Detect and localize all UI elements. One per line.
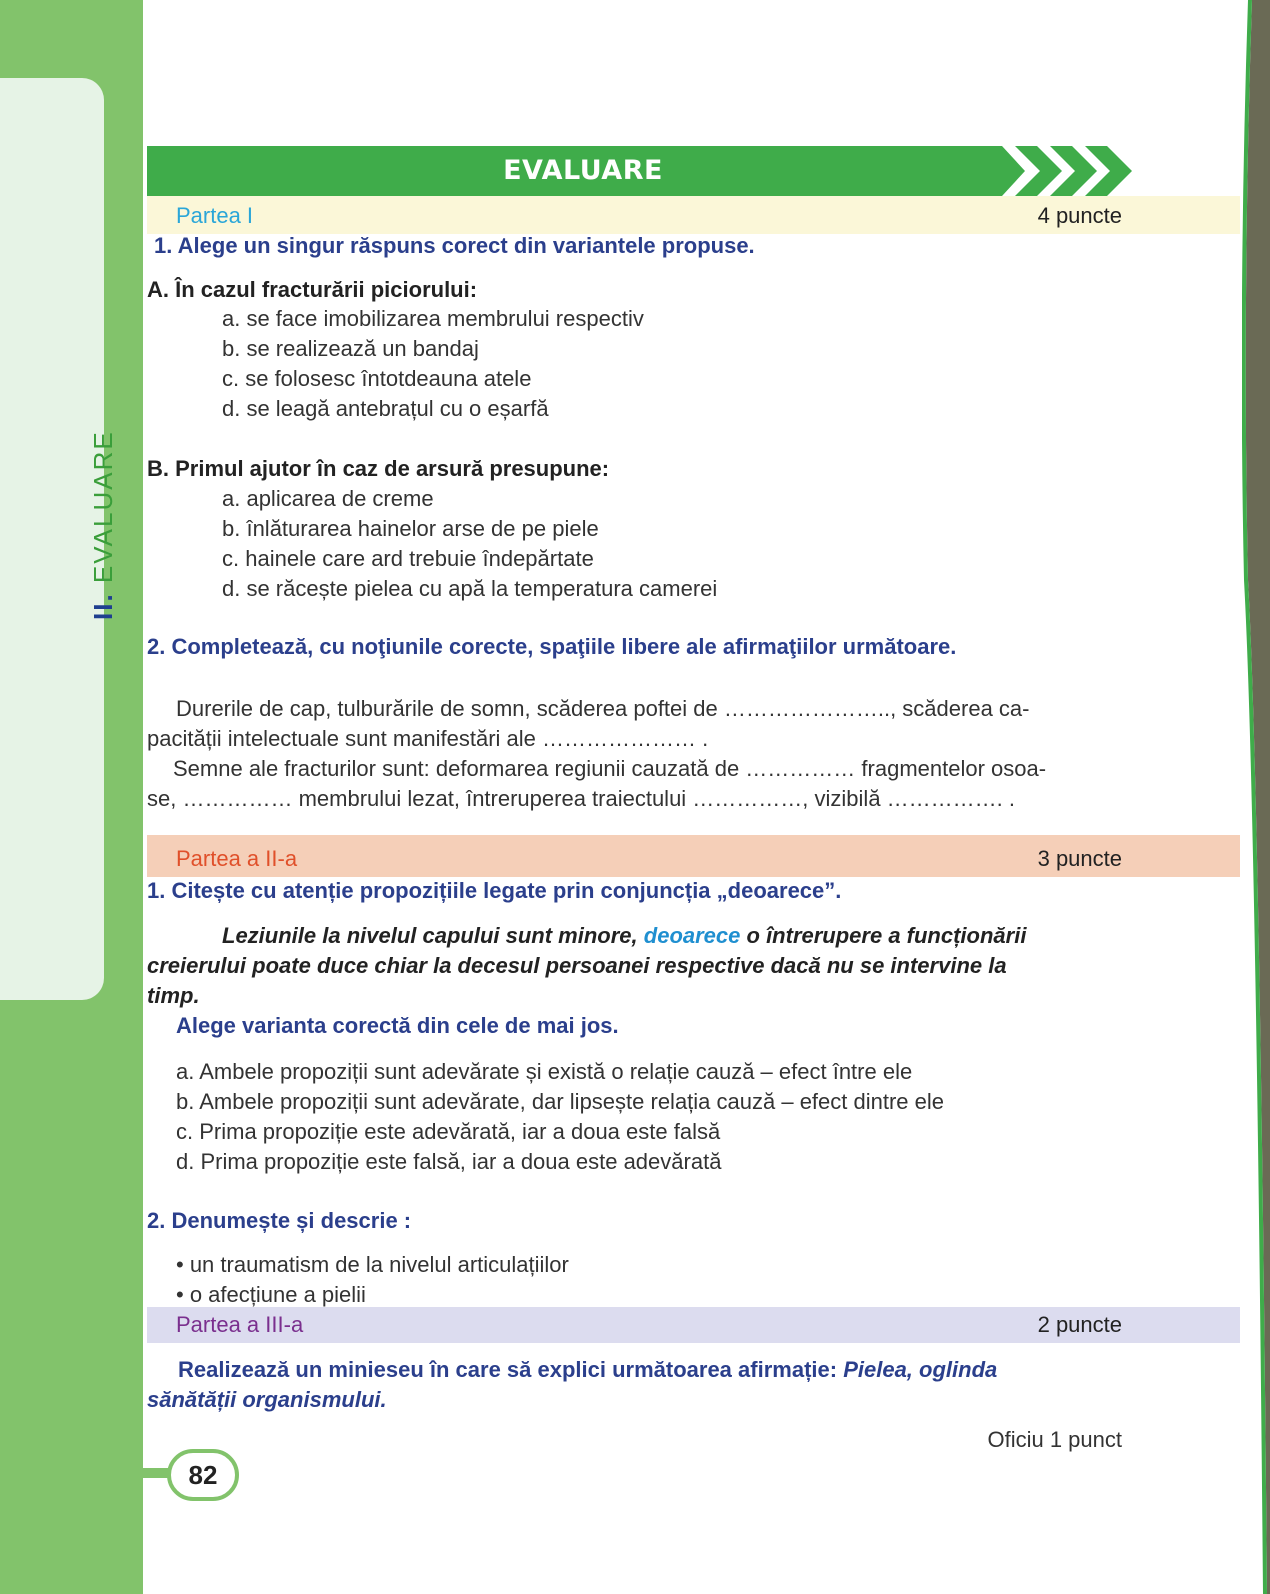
- question-b-option-c: c. hainele care ard trebuie îndepărtate: [222, 546, 594, 571]
- part2-bullet-2: • o afecțiune a pielii: [176, 1282, 366, 1307]
- side-chapter-label: [88, 430, 119, 620]
- statement-line-2: creierului poate duce chiar la decesul persoanei respective dacă nu se intervine la: [147, 953, 1007, 978]
- side-chapter-word: EVALUARE: [88, 430, 118, 584]
- part2-option-d: d. Prima propoziție este falsă, iar a doua este adevărată: [176, 1149, 722, 1174]
- part3-task-quote-start: Pielea, oglinda: [843, 1357, 998, 1382]
- part3-task-line-1: [178, 1355, 997, 1385]
- question-a-title: A. În cazul fracturării piciorului:: [147, 277, 478, 302]
- question-b-option-a: a. aplicarea de creme: [222, 486, 434, 511]
- part1-points: 4 puncte: [1037, 203, 1122, 228]
- part3-task: Realizează un minieseu în care să explici următoarea afirmație:: [178, 1357, 838, 1382]
- side-chapter-number: II.: [88, 592, 118, 620]
- part2-title: Partea a II-a: [176, 846, 298, 871]
- part3-title: Partea a III-a: [176, 1312, 304, 1337]
- part2-points: 3 puncte: [1037, 846, 1122, 871]
- right-edge-decoration: [1242, 0, 1270, 1594]
- part3-task-quote-end: sănătății organismului.: [147, 1387, 387, 1412]
- part1-title: Partea I: [176, 203, 254, 228]
- choose-instruction: Alege varianta corectă din cele de mai jos.: [176, 1013, 619, 1038]
- fill-line-1: Durerile de cap, tulburările de somn, scăderea poftei de ………………….., scăderea ca-: [176, 696, 1030, 721]
- question-a-option-d: d. se leagă antebrațul cu o eșarfă: [222, 396, 549, 421]
- part2-bullet-1: • un traumatism de la nivelul articulațiilor: [176, 1252, 569, 1277]
- fill-line-4: se, …………… membrului lezat, întreruperea traiectului ……………, vizibilă ……………. .: [147, 786, 1016, 811]
- question-a-option-a: a. se face imobilizarea membrului respectiv: [222, 306, 644, 331]
- part2-option-b: b. Ambele propoziții sunt adevărate, dar lipsește relația cauză – efect dintre ele: [176, 1089, 945, 1114]
- part1-question-2: 2. Completează, cu noţiunile corecte, spaţiile libere ale afirmaţiilor următoare.: [147, 634, 957, 659]
- part2-question-2: 2. Denumește și descrie :: [147, 1208, 412, 1233]
- statement-line-1: [222, 921, 1026, 951]
- fill-line-2: pacității intelectuale sunt manifestări ale ………………… .: [147, 726, 709, 751]
- question-a-option-b: b. se realizează un bandaj: [222, 336, 479, 361]
- part2-option-c: c. Prima propoziție este adevărată, iar a doua este falsă: [176, 1119, 721, 1144]
- statement-start: Leziunile la nivelul capului sunt minore,: [222, 923, 638, 948]
- statement-conjunction: deoarece: [643, 923, 741, 948]
- statement-continuation: o întrerupere a funcționării: [746, 923, 1027, 948]
- page-number: 82: [167, 1449, 239, 1501]
- part3-points: 2 puncte: [1037, 1312, 1122, 1337]
- question-b-option-d: d. se răcește pielea cu apă la temperatura camerei: [222, 576, 718, 601]
- fill-line-3: Semne ale fracturilor sunt: deformarea regiunii cauzată de …………… fragmentelor osoa-: [173, 756, 1047, 781]
- part2-question-1: 1. Citește cu atenție propozițiile legate prin conjuncția „deoarece”.: [147, 878, 842, 903]
- question-b-option-b: b. înlăturarea hainelor arse de pe piele: [222, 516, 599, 541]
- part2-option-a: a. Ambele propoziții sunt adevărate și există o relație cauză – efect între ele: [176, 1059, 913, 1084]
- question-a-option-c: c. se folosesc întotdeauna atele: [222, 366, 532, 391]
- oficiu-points: Oficiu 1 punct: [987, 1427, 1122, 1452]
- page-title: EVALUARE: [503, 155, 663, 186]
- statement-line-3: timp.: [147, 983, 200, 1008]
- question-b-title: B. Primul ajutor în caz de arsură presupune:: [147, 456, 610, 481]
- part1-question-1: 1. Alege un singur răspuns corect din variantele propuse.: [154, 233, 755, 258]
